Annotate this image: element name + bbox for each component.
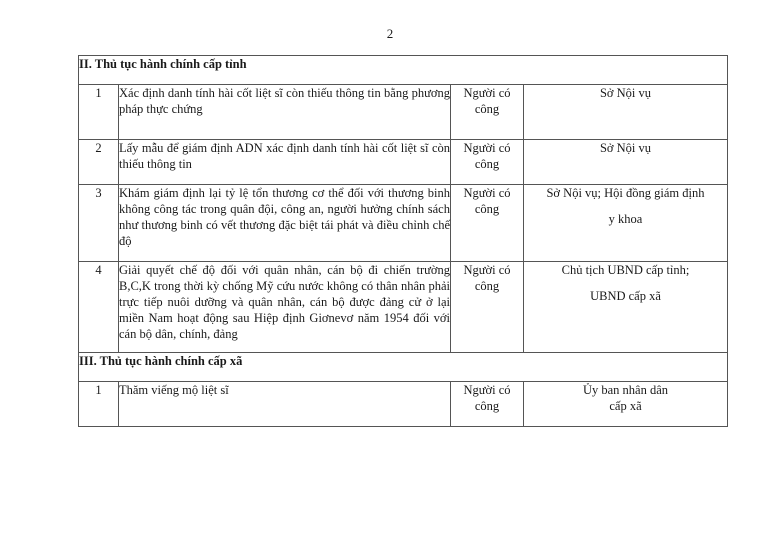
agency-line: Chủ tịch UBND cấp tỉnh; <box>561 263 690 277</box>
implementing-agency <box>524 262 728 353</box>
table-row <box>79 140 728 185</box>
table-row <box>79 185 728 262</box>
section-header <box>79 353 728 382</box>
page-number: 2 <box>386 26 394 41</box>
agency-line: cấp xã <box>609 399 642 413</box>
procedure-name: Xác định danh tính hài cốt liệt sĩ còn thiếu thông tin bằng phương pháp thực chứng <box>119 85 451 140</box>
agency-line: UBND cấp xã <box>590 289 661 303</box>
agency-line: y khoa <box>608 212 643 226</box>
beneficiary-type: Người có công <box>451 185 524 262</box>
agency-line: Sở Nội vụ <box>599 141 652 155</box>
beneficiary-type: Người có công <box>451 140 524 185</box>
table-row <box>79 382 728 427</box>
section-title: III. Thủ tục hành chính cấp xã <box>79 353 728 382</box>
agency-line: Sở Nội vụ <box>599 86 652 100</box>
implementing-agency <box>524 85 728 140</box>
beneficiary-type: Người có công <box>451 85 524 140</box>
implementing-agency <box>524 185 728 262</box>
table-row <box>79 262 728 353</box>
procedure-name: Lấy mẫu để giám định ADN xác định danh tính hài cốt liệt sĩ còn thiếu thông tin <box>119 140 451 185</box>
section-header <box>79 56 728 85</box>
procedure-name: Khám giám định lại tỷ lệ tổn thương cơ thể đối với thương binh không công tác trong quân đội, công an, người hưởng chính sách như thương binh có vết thương đặc biệt tái phát và điều chỉnh chế độ <box>119 185 451 262</box>
row-number: 4 <box>79 262 119 353</box>
table-row <box>79 85 728 140</box>
row-number: 2 <box>79 140 119 185</box>
beneficiary-type: Người có công <box>451 262 524 353</box>
agency-line: Ủy ban nhân dân <box>582 383 669 397</box>
beneficiary-type: Người có công <box>451 382 524 427</box>
agency-line: Sở Nội vụ; Hội đồng giám định <box>546 186 705 200</box>
implementing-agency <box>524 382 728 427</box>
row-number: 3 <box>79 185 119 262</box>
implementing-agency <box>524 140 728 185</box>
row-number: 1 <box>79 85 119 140</box>
section-title: II. Thủ tục hành chính cấp tỉnh <box>79 56 728 85</box>
procedure-name: Thăm viếng mộ liệt sĩ <box>119 382 451 427</box>
row-number: 1 <box>79 382 119 427</box>
procedure-name: Giải quyết chế độ đối với quân nhân, cán bộ đi chiến trường B,C,K trong thời kỳ chống Mỹ cứu nước không có thân nhân phải trực tiếp nuôi dưỡng và quân nhân, cán bộ được đảng cử ở lại miền Nam hoạt động sau Hiệp định Giơnevơ năm 1954 đối với cán bộ dân, chính, đảng <box>119 262 451 353</box>
procedures-table <box>78 55 728 427</box>
